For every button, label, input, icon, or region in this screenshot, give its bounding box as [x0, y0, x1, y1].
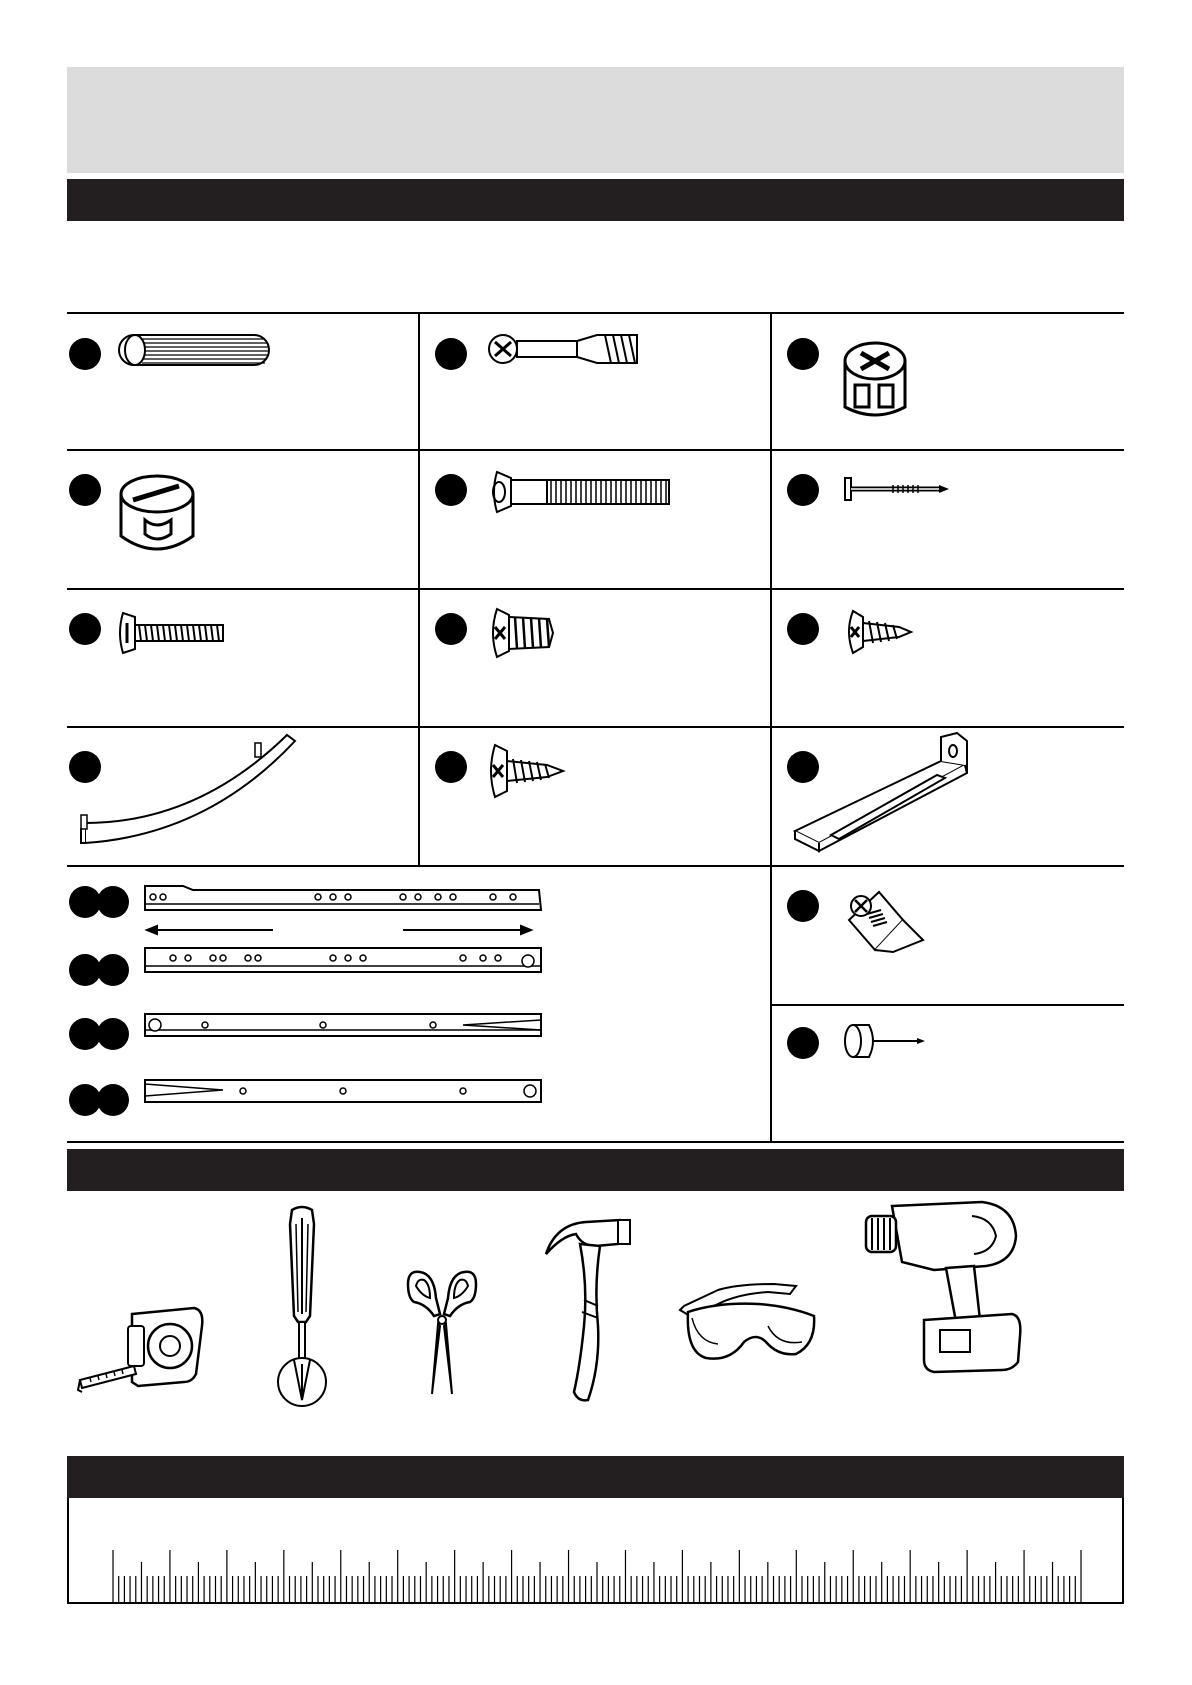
- cam-bolt-drawing: [487, 329, 657, 369]
- part-number-dot: [787, 1027, 819, 1059]
- part-connecting-bolt: [419, 450, 771, 589]
- part-wafer-head-screw: [419, 727, 771, 866]
- part-number-dot: [69, 338, 101, 370]
- part-number-dot: [97, 1018, 129, 1050]
- hardware-section-bar: [67, 179, 1124, 221]
- safety-glasses-icon: [678, 1282, 818, 1366]
- part-number-dot: [435, 751, 467, 783]
- ruler-section-bar: [67, 1456, 1124, 1498]
- part-drawer-handle: [67, 727, 419, 866]
- part-number-dot: [69, 613, 101, 645]
- connecting-bolt-drawing: [487, 468, 687, 518]
- euro-screw-drawing: [487, 605, 567, 661]
- nail-drawing: [843, 476, 953, 506]
- part-number-dot: [435, 474, 467, 506]
- part-number-dot: [787, 890, 819, 922]
- part-wooden-dowel: [67, 313, 419, 450]
- drawer-handle-drawing: [77, 731, 307, 851]
- part-number-dot: [97, 954, 129, 986]
- part-nail: [771, 450, 1124, 589]
- scissors-icon: [404, 1264, 480, 1400]
- part-machine-screw: [67, 589, 419, 727]
- part-cam-lock: [67, 450, 419, 589]
- machine-screw-drawing: [115, 609, 235, 659]
- part-number-dot: [97, 1084, 129, 1116]
- part-number-dot: [787, 613, 819, 645]
- part-glide-nail: [771, 1005, 1124, 1142]
- corner-block-drawing: [839, 880, 929, 960]
- runner-set-drawing: [143, 870, 563, 1140]
- header-banner: [67, 67, 1124, 173]
- drill-icon: [862, 1196, 1022, 1372]
- part-drawer-runner-set: [67, 866, 771, 1142]
- short-wood-screw-drawing: [843, 607, 923, 657]
- part-number-dot: [435, 338, 467, 370]
- hammer-icon: [542, 1216, 642, 1406]
- tape-measure-icon: [76, 1300, 206, 1400]
- hardware-parts-grid: [67, 313, 1124, 1142]
- ruler-box: [67, 1498, 1124, 1604]
- part-number-dot: [69, 474, 101, 506]
- cam-lock-drawing: [115, 472, 205, 562]
- part-cam-bolt: [419, 313, 771, 450]
- part-l-bracket: [771, 727, 1124, 866]
- glide-nail-drawing: [843, 1021, 933, 1071]
- tools-section-bar: [67, 1149, 1124, 1191]
- part-number-dot: [435, 613, 467, 645]
- part-euro-screw: [419, 589, 771, 727]
- screwdriver-icon: [270, 1204, 336, 1404]
- ruler-scale: [69, 1498, 1122, 1602]
- part-number-dot: [787, 338, 819, 370]
- wafer-head-screw-drawing: [487, 743, 577, 799]
- l-bracket-drawing: [791, 731, 991, 861]
- part-number-dot: [787, 474, 819, 506]
- dowel-drawing: [117, 331, 277, 371]
- cam-lock-nut-drawing: [841, 339, 911, 429]
- part-corner-block: [771, 866, 1124, 1005]
- part-short-wood-screw: [771, 589, 1124, 727]
- part-number-dot: [97, 886, 129, 918]
- part-cam-lock-nut: [771, 313, 1124, 450]
